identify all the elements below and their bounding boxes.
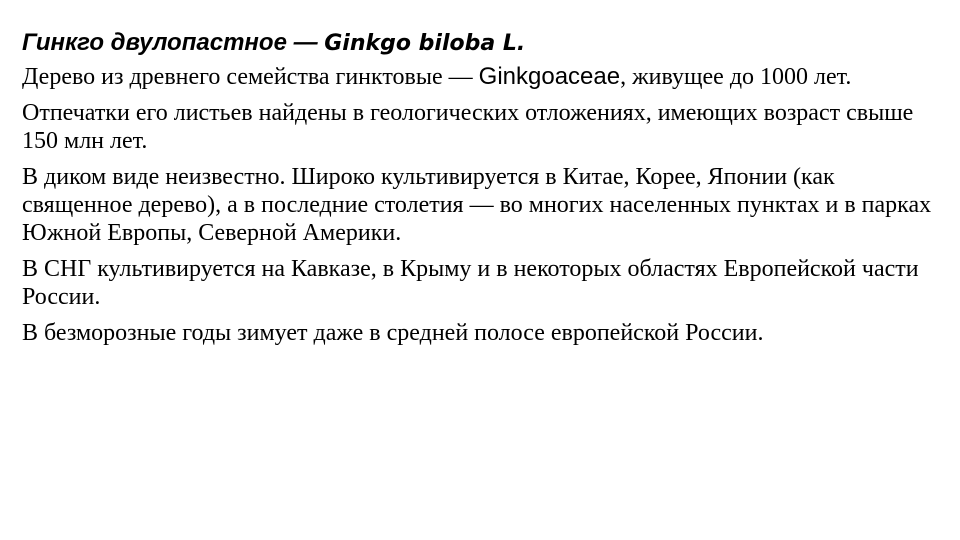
paragraph-cultivation: В диком виде неизвестно. Широко культивируется в Китае, Корее, Японии (как священное дерево), а в последние столетия — во многих населенных пунктах и в парках Южной Европы, Северной Америки. <box>22 164 932 246</box>
paragraph-family-before: Дерево из древнего семейства гинктовые — <box>22 64 479 90</box>
family-latin-name: Ginkgoaceae <box>478 63 621 90</box>
title-latin-name: Ginkgo biloba L. <box>324 31 526 56</box>
paragraph-fossils: Отпечатки его листьев найдены в геологических отложениях, имеющих возраст свыше 150 млн лет. <box>22 100 914 154</box>
title-russian: Гинкго двулопастное — <box>22 29 325 56</box>
slide-content <box>22 28 932 355</box>
paragraph-winter: В безморозные годы зимует даже в средней полосе европейской России. <box>22 320 764 346</box>
slide-title <box>22 28 932 59</box>
paragraph-cis: В СНГ культивируется на Кавказе, в Крыму и в некоторых областях Европейской части России. <box>22 256 919 310</box>
paragraph-family <box>22 63 932 91</box>
paragraph-family-after: , живущее до 1000 лет. <box>620 64 852 90</box>
